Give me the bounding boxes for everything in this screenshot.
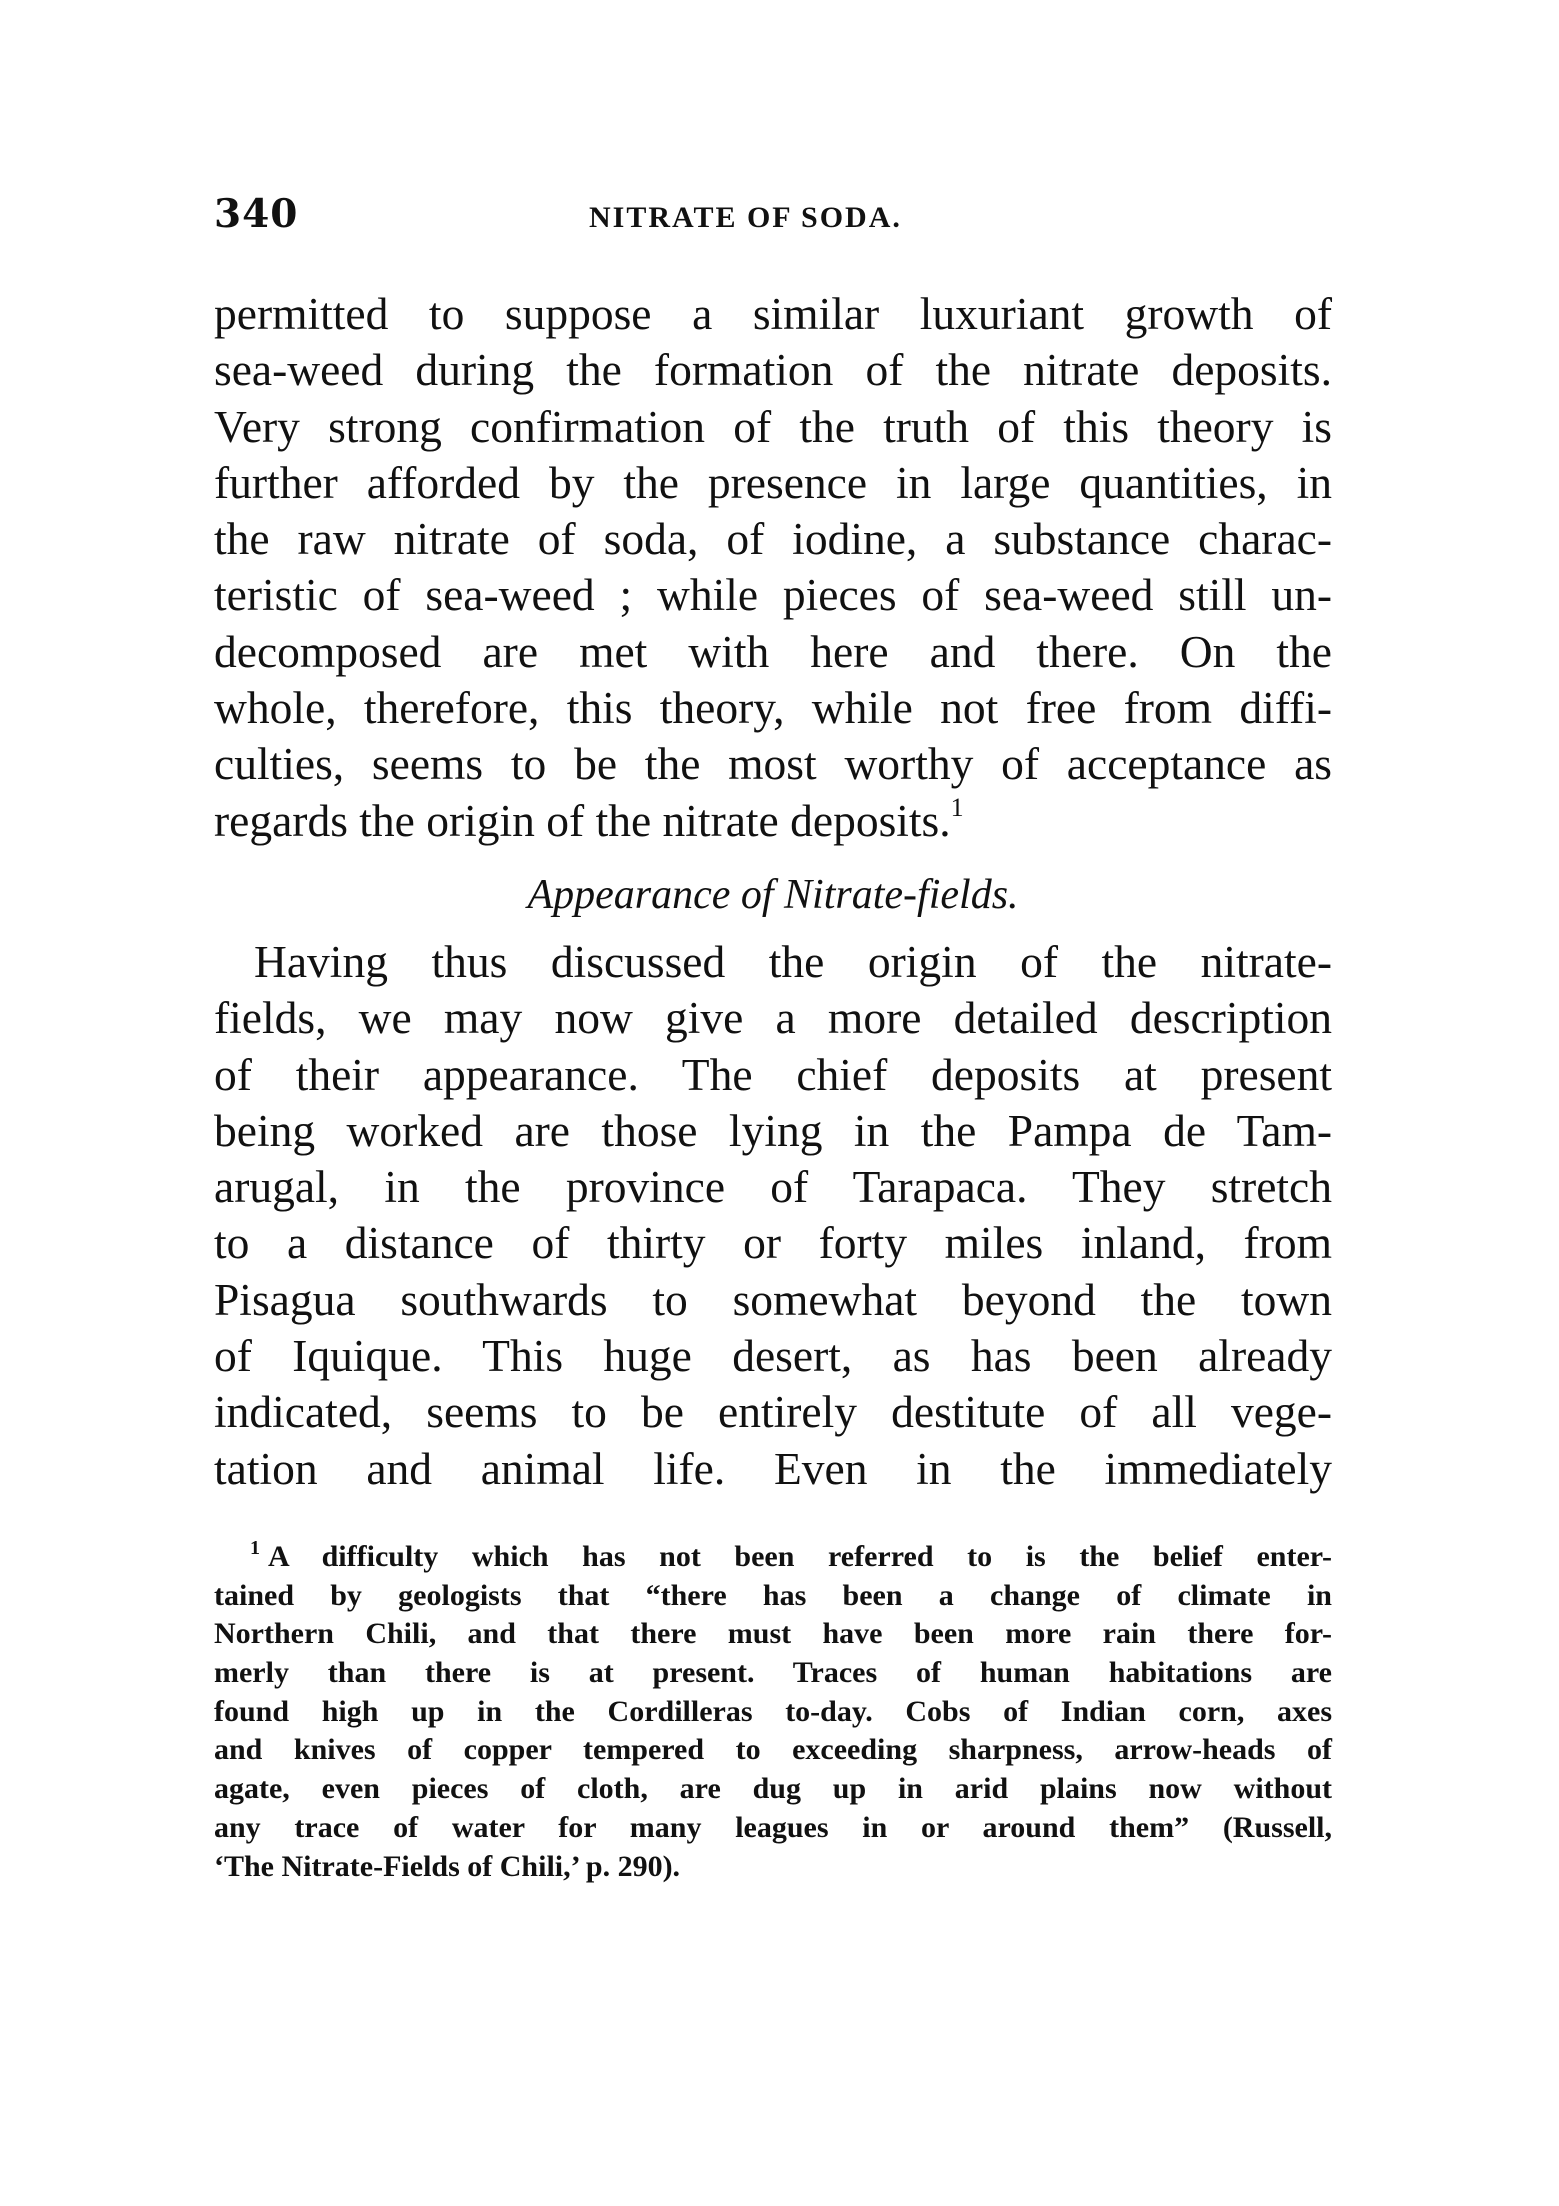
footnote-line [214, 1538, 1332, 1577]
text-line: Very strong confirmation of the truth of this theory is [214, 400, 1332, 452]
section-heading: Appearance of Nitrate-fields. [527, 872, 1019, 918]
text-line: culties, seems to be the most worthy of acceptance as [214, 738, 1332, 790]
text-line-content: regards the origin of the nitrate deposits. [214, 794, 951, 846]
paragraph-origin-conclusion [214, 286, 1332, 849]
footnote [214, 1538, 1332, 1886]
text-line: teristic of sea-weed ; while pieces of sea-weed still un- [214, 569, 1332, 621]
text-line: indicated, seems to be entirely destitute of all vege- [214, 1386, 1332, 1438]
text-line: further afforded by the presence in large quantities, in [214, 456, 1332, 508]
footnote-line-content: A difficulty which has not been referred to is the belief enter- [268, 1540, 1332, 1573]
text-line: fields, we may now give a more detailed description [214, 992, 1332, 1044]
text-line: to a distance of thirty or forty miles inland, from [214, 1217, 1332, 1269]
paragraph-nitrate-fields [214, 934, 1332, 1497]
page-header [214, 192, 1332, 252]
text-line: Having thus discussed the origin of the nitrate- [254, 936, 1332, 987]
text-line: arugal, in the province of Tarapaca. They stretch [214, 1161, 1332, 1213]
text-line: tation and animal life. Even in the immediately [214, 1442, 1332, 1494]
page-number: 340 [214, 191, 299, 237]
footnote-line: any trace of water for many leagues in or around them” (Russell, [214, 1810, 1332, 1844]
text-line: being worked are those lying in the Pampa de Tam- [214, 1104, 1332, 1156]
text-line: permitted to suppose a similar luxuriant growth of [214, 288, 1332, 339]
footnote-line: tained by geologists that “there has been a change of climate in [214, 1578, 1332, 1612]
text-line: whole, therefore, this theory, while not free from diffi- [214, 682, 1332, 734]
footnote-line: and knives of copper tempered to exceeding sharpness, arrow-heads of [214, 1733, 1332, 1767]
text-line: decomposed are met with here and there. On the [214, 625, 1332, 677]
text-line: of Iquique. This huge desert, as has been already [214, 1330, 1332, 1382]
footnote-line-last: ‘The Nitrate-Fields of Chili,’ p. 290). [214, 1849, 681, 1883]
footnote-line: found high up in the Cordilleras to-day. Cobs of Indian corn, axes [214, 1694, 1332, 1728]
text-line-last [214, 793, 1332, 849]
footnote-marker: 1 [250, 1537, 260, 1559]
text-line: Pisagua southwards to somewhat beyond the town [214, 1273, 1332, 1325]
footnote-line: Northern Chili, and that there must have been more rain there for- [214, 1617, 1332, 1651]
footnote-line: agate, even pieces of cloth, are dug up in arid plains now without [214, 1772, 1332, 1806]
text-line: sea-weed during the formation of the nitrate deposits. [214, 344, 1332, 396]
text-line: the raw nitrate of soda, of iodine, a substance charac- [214, 513, 1332, 565]
footnote-line: merly than there is at present. Traces of human habitations are [214, 1656, 1332, 1690]
running-title: NITRATE OF SODA. [589, 201, 902, 234]
text-line: of their appearance. The chief deposits at present [214, 1048, 1332, 1100]
footnote-reference: 1 [950, 792, 964, 822]
